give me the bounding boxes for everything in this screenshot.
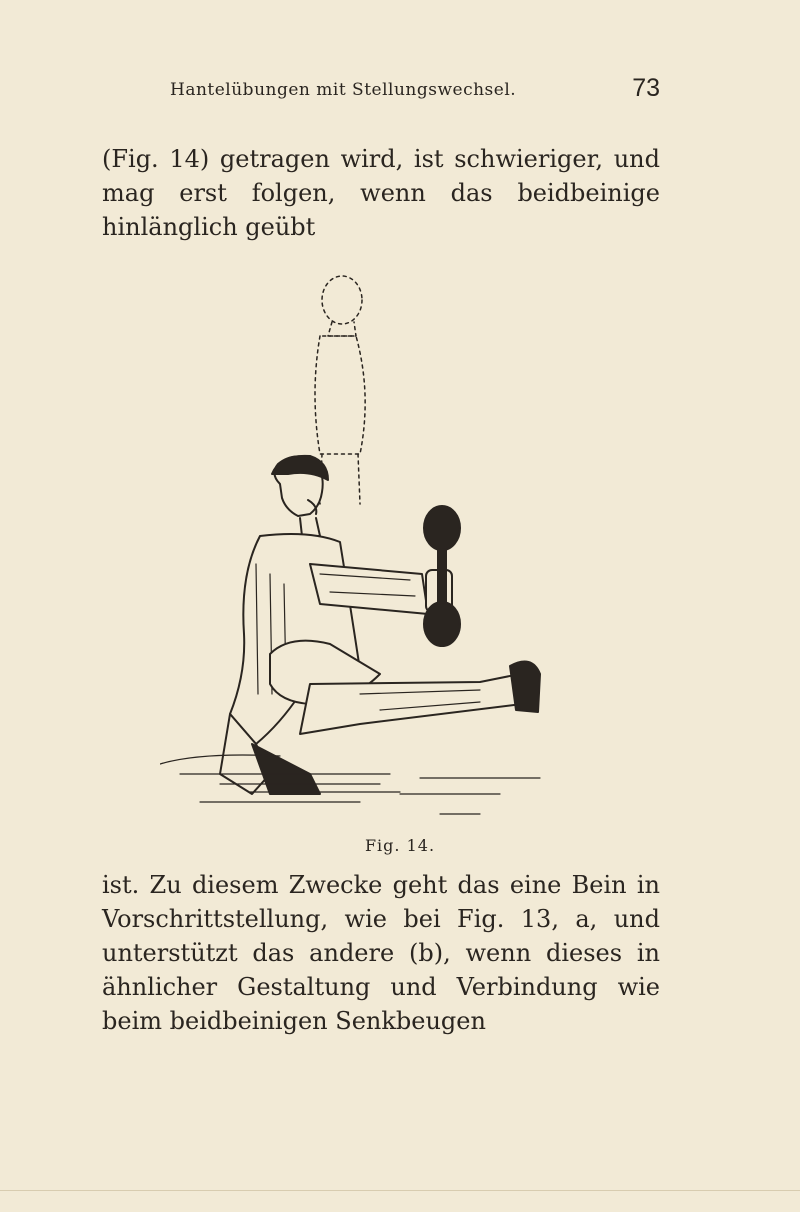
figure-caption: Fig. 14. [364, 836, 436, 855]
paragraph-bottom: ist. Zu diesem Zwecke geht das eine Bein in Vorschrittstellung, wie bei Fig. 13, a, und unterstützt das andere (b), wenn dieses in ähnlicher Gestaltung und Verbindung wie beim beidbeinigen Senkbeugen [102, 871, 660, 1035]
man-squatting-with-dumbbells-illustration [160, 274, 640, 834]
page-number: 73 [632, 74, 660, 102]
page-header [100, 74, 660, 108]
ground-shadow [160, 755, 540, 814]
page-edge-divider [0, 1190, 800, 1191]
paragraph-top: (Fig. 14) getragen wird, ist schwieriger, und mag erst folgen, wenn das beidbeinige hinlänglich geübt [102, 145, 660, 241]
running-head: Hantelübungen mit Stellungswechsel. [170, 80, 517, 100]
